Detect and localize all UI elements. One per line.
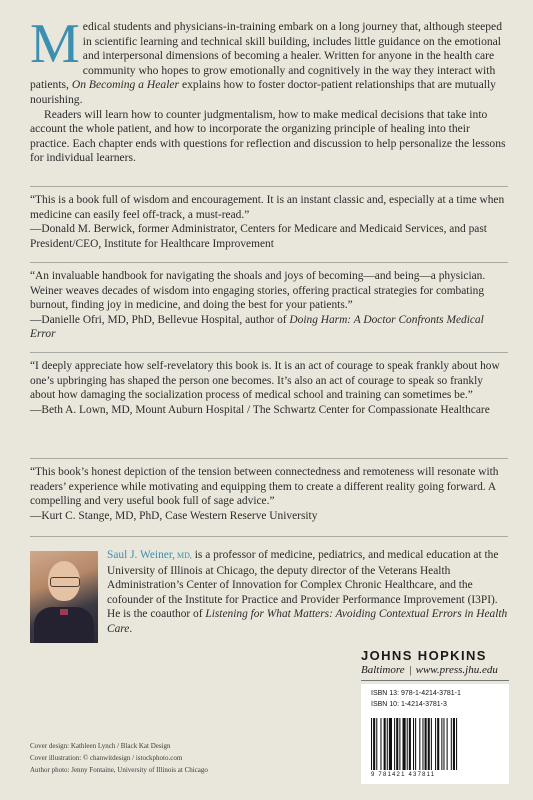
quote-attribution: —Donald M. Berwick, former Administrator, Centers for Medicare and Medicaid Services, and past President/CEO, Institute for Healthcare Improvement (30, 223, 487, 250)
cover-illustration-credit: Cover illustration: © chanwitdesign / istockphoto.com (30, 754, 183, 762)
divider (30, 458, 508, 459)
author-degree: MD, (175, 551, 192, 560)
publisher-name: JOHNS HOPKINS (361, 648, 487, 663)
endorsement-lown (30, 359, 508, 417)
description-paragraph-2: Readers will learn how to counter judgmentalism, how to make medical decisions that take into account the whole patient, and how to incorporate the organizing principle of healing into their practice. Each chapter ends with questions for reflection and discussion to help personalize the lessons for individual learners. (30, 107, 506, 165)
author-name: Saul J. Weiner, (107, 549, 176, 561)
barcode (369, 718, 499, 772)
endorsement-berwick (30, 193, 508, 251)
endorsement-ofri (30, 269, 508, 342)
quote-attribution: —Kurt C. Stange, MD, PhD, Case Western Reserve University (30, 509, 318, 522)
description-paragraph-1: Medical students and physicians-in-training embark on a long journey that, although steeped in scientific learning and technical skill building, includes little guidance on the emotional and interpersonal dimensions of becoming a healer. Written for anyone in the health care community who hopes to grow emotionally and cognitively in the way they interact with patients, On Becoming a Healer explains how to foster doctor-patient relationships that are mutually nourishing. (30, 13, 502, 106)
quote-text: “An invaluable handbook for navigating the shoals and joys of becoming—and being—a physician. Weiner weaves decades of wisdom into engaging stories, offering practical strategies for combating burnout, finding joy in medicine, and doing the best for your patients.” (30, 270, 486, 312)
coauthored-book-title: Listening for What Matters: Avoiding Contextual Errors in Health Care (107, 608, 508, 635)
drop-cap: M (30, 13, 80, 75)
isbn-barcode-box (361, 684, 509, 784)
isbn-13: ISBN 13: 978-1-4214-3781-1 (371, 690, 461, 697)
author-photo-credit: Author photo: Jenny Fontaine, University of Illinois at Chicago (30, 766, 208, 774)
endorsement-stange (30, 465, 508, 523)
divider (30, 262, 508, 263)
quote-text: “This book’s honest depiction of the tension between connectedness and remoteness will resonate with readers’ experience while motivating and equipping them to create a different reality going forward. A compelling and very useful book full of sage advice.” (30, 466, 499, 508)
quote-attribution: —Danielle Ofri, MD, PhD, Bellevue Hospital, author of Doing Harm: A Doctor Confronts Medical Error (30, 313, 484, 341)
divider (30, 536, 508, 537)
author-photo (30, 551, 98, 643)
author-bio: Saul J. Weiner, MD, is a professor of medicine, pediatrics, and medical education at the University of Illinois at Chicago, the deputy director of the Veterans Health Administration’s Center of Innovation for Complex Chronic Healthcare, and the cofounder of the Institute for Practice and Provider Performance Improvement (I3PI). He is the coauthor of Listening for What Matters: Avoiding Contextual Errors in Health Care. (107, 549, 508, 635)
quote-attribution: —Beth A. Lown, MD, Mount Auburn Hospital / The Schwartz Center for Compassionate Healthcare (30, 403, 490, 416)
cover-design-credit: Cover design: Kathleen Lynch / Black Kat Design (30, 742, 171, 750)
book-description (30, 13, 508, 166)
quote-text: “This is a book full of wisdom and encouragement. It is an instant classic and, especially at a time when medicine can easily feel off-track, a must-read.” (30, 194, 505, 221)
isbn-10: ISBN 10: 1-4214-3781-3 (371, 701, 447, 708)
quote-text: “I deeply appreciate how self-revelatory this book is. It is an act of courage to speak frankly about how one’s upbringing has shaped the person one becomes. It’s also an act of courage to speak so frankly about how damaging the socialization process of medical school and training can sometimes be.” (30, 360, 500, 402)
divider (30, 352, 508, 353)
publisher-url: www.press.jhu.edu (415, 664, 498, 676)
barcode-number: 9 781421 437811 (371, 772, 436, 778)
book-title: On Becoming a Healer (71, 78, 180, 92)
divider (30, 186, 508, 187)
publisher-imprint (361, 648, 509, 681)
publisher-location: Baltimore | www.press.jhu.edu (361, 664, 498, 676)
